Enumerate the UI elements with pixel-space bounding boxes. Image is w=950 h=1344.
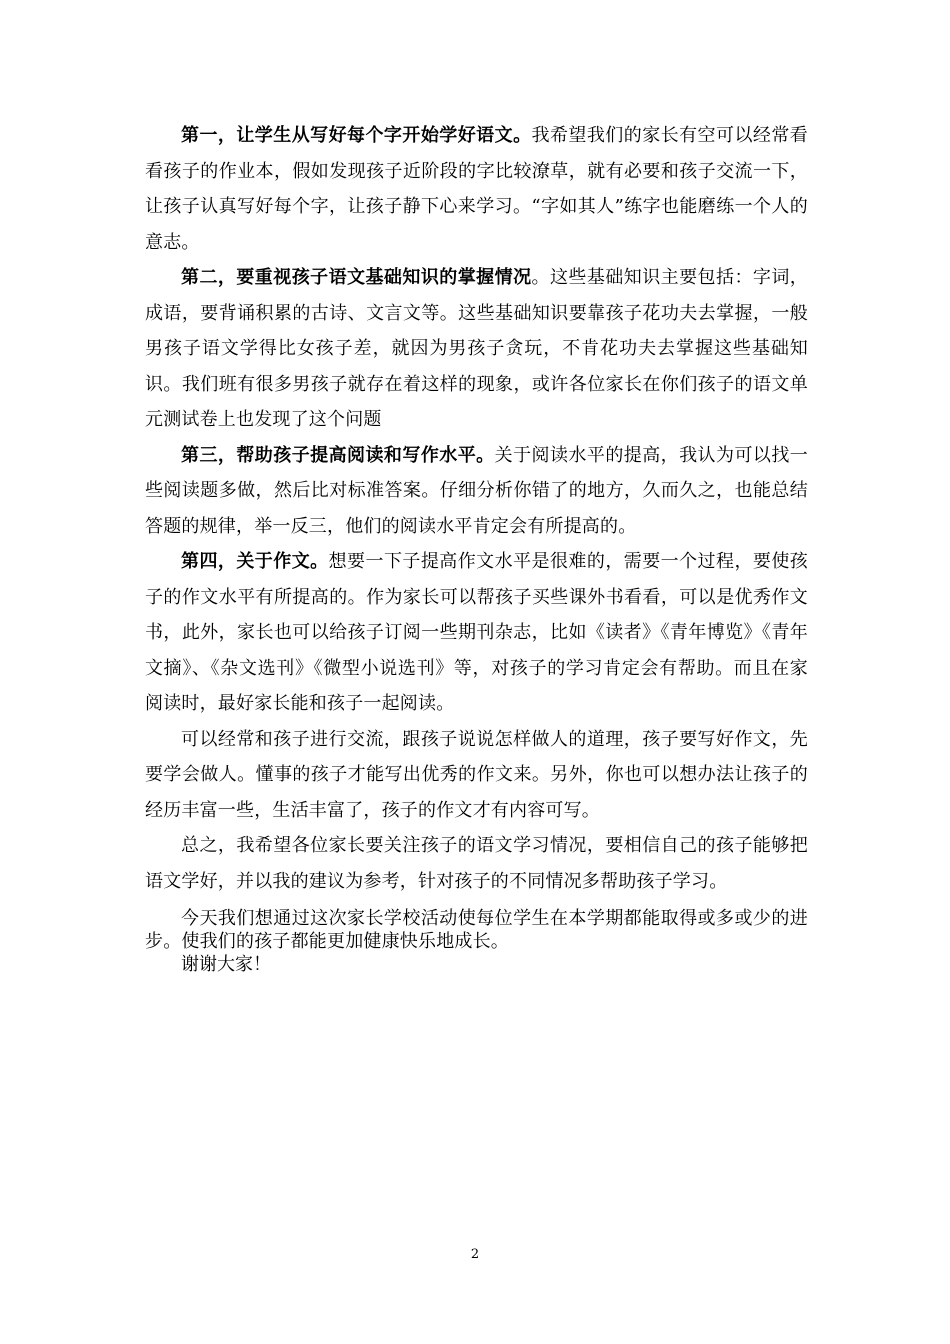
paragraph-3 bbox=[145, 438, 808, 545]
paragraph-3-text: 关于阅读水平的提高，我认为可以找一些阅读题多做，然后比对标准答案。仔细分析你错了的地方，久而久之，也能总结答题的规律，举一反三，他们的阅读水平肯定会有所提高的。 bbox=[145, 444, 808, 537]
paragraph-4-text: 想要一下子提高作文水平是很难的，需要一个过程，要使孩子的作文水平有所提高的。作为家长可以帮孩子买些课外书看看，可以是优秀作文书，此外，家长也可以给孩子订阅一些期刊杂志，比如《读者》《青年博览》《青年文摘》、《杂文选刊》《微型小说选刊》等，对孩子的学习肯定会有帮助。而且在家阅读时，最好家长能和孩子一起阅读。 bbox=[145, 551, 808, 714]
paragraph-2-text: 。这些基础知识主要包括：字词，成语，要背诵积累的古诗、文言文等。这些基础知识要靠孩子花功夫去掌握，一般男孩子语文学得比女孩子差，就因为男孩子贪玩，不肯花功夫去掌握这些基础知识。我们班有很多男孩子就存在着这样的现象，或许各位家长在你们孩子的语文单元测试卷上也发现了这个问题 bbox=[145, 267, 808, 430]
paragraph-1-text: 我希望我们的家长有空可以经常看看孩子的作业本，假如发现孩子近阶段的字比较潦草，就有必要和孩子交流一下，让孩子认真写好每个字，让孩子静下心来学习。“字如其人”练字也能磨练一个人的意志。 bbox=[145, 125, 808, 253]
paragraph-6 bbox=[145, 828, 808, 899]
paragraph-5 bbox=[145, 722, 808, 829]
closing-paragraph: 今天我们想通过这次家长学校活动使每位学生在本学期都能取得或多或少的进步。使我们的孩子都能更加健康快乐地成长。 bbox=[145, 908, 808, 952]
paragraph-1 bbox=[145, 118, 808, 260]
paragraph-4 bbox=[145, 544, 808, 722]
paragraph-5-text: 可以经常和孩子进行交流，跟孩子说说怎样做人的道理，孩子要写好作文，先要学会做人。懂事的孩子才能写出优秀的作文来。另外，你也可以想办法让孩子的经历丰富一些，生活丰富了，孩子的作文才有内容可写。 bbox=[145, 728, 808, 821]
paragraph-1-heading: 第一，让学生从写好每个字开始学好语文。 bbox=[181, 125, 532, 146]
paragraph-2 bbox=[145, 260, 808, 438]
paragraph-3-heading: 第三，帮助孩子提高阅读和写作水平。 bbox=[181, 444, 495, 466]
paragraph-4-heading: 第四，关于作文。 bbox=[181, 551, 329, 572]
paragraph-6-text: 总之，我希望各位家长要关注孩子的语文学习情况，要相信自己的孩子能够把语文学好，并以我的建议为参考，针对孩子的不同情况多帮助孩子学习。 bbox=[145, 835, 808, 892]
document-body bbox=[145, 118, 808, 976]
page-number: 2 bbox=[470, 1247, 480, 1262]
thanks-line: 谢谢大家！ bbox=[181, 954, 271, 975]
paragraph-2-heading: 第二，要重视孩子语文基础知识的掌握情况 bbox=[181, 267, 532, 288]
